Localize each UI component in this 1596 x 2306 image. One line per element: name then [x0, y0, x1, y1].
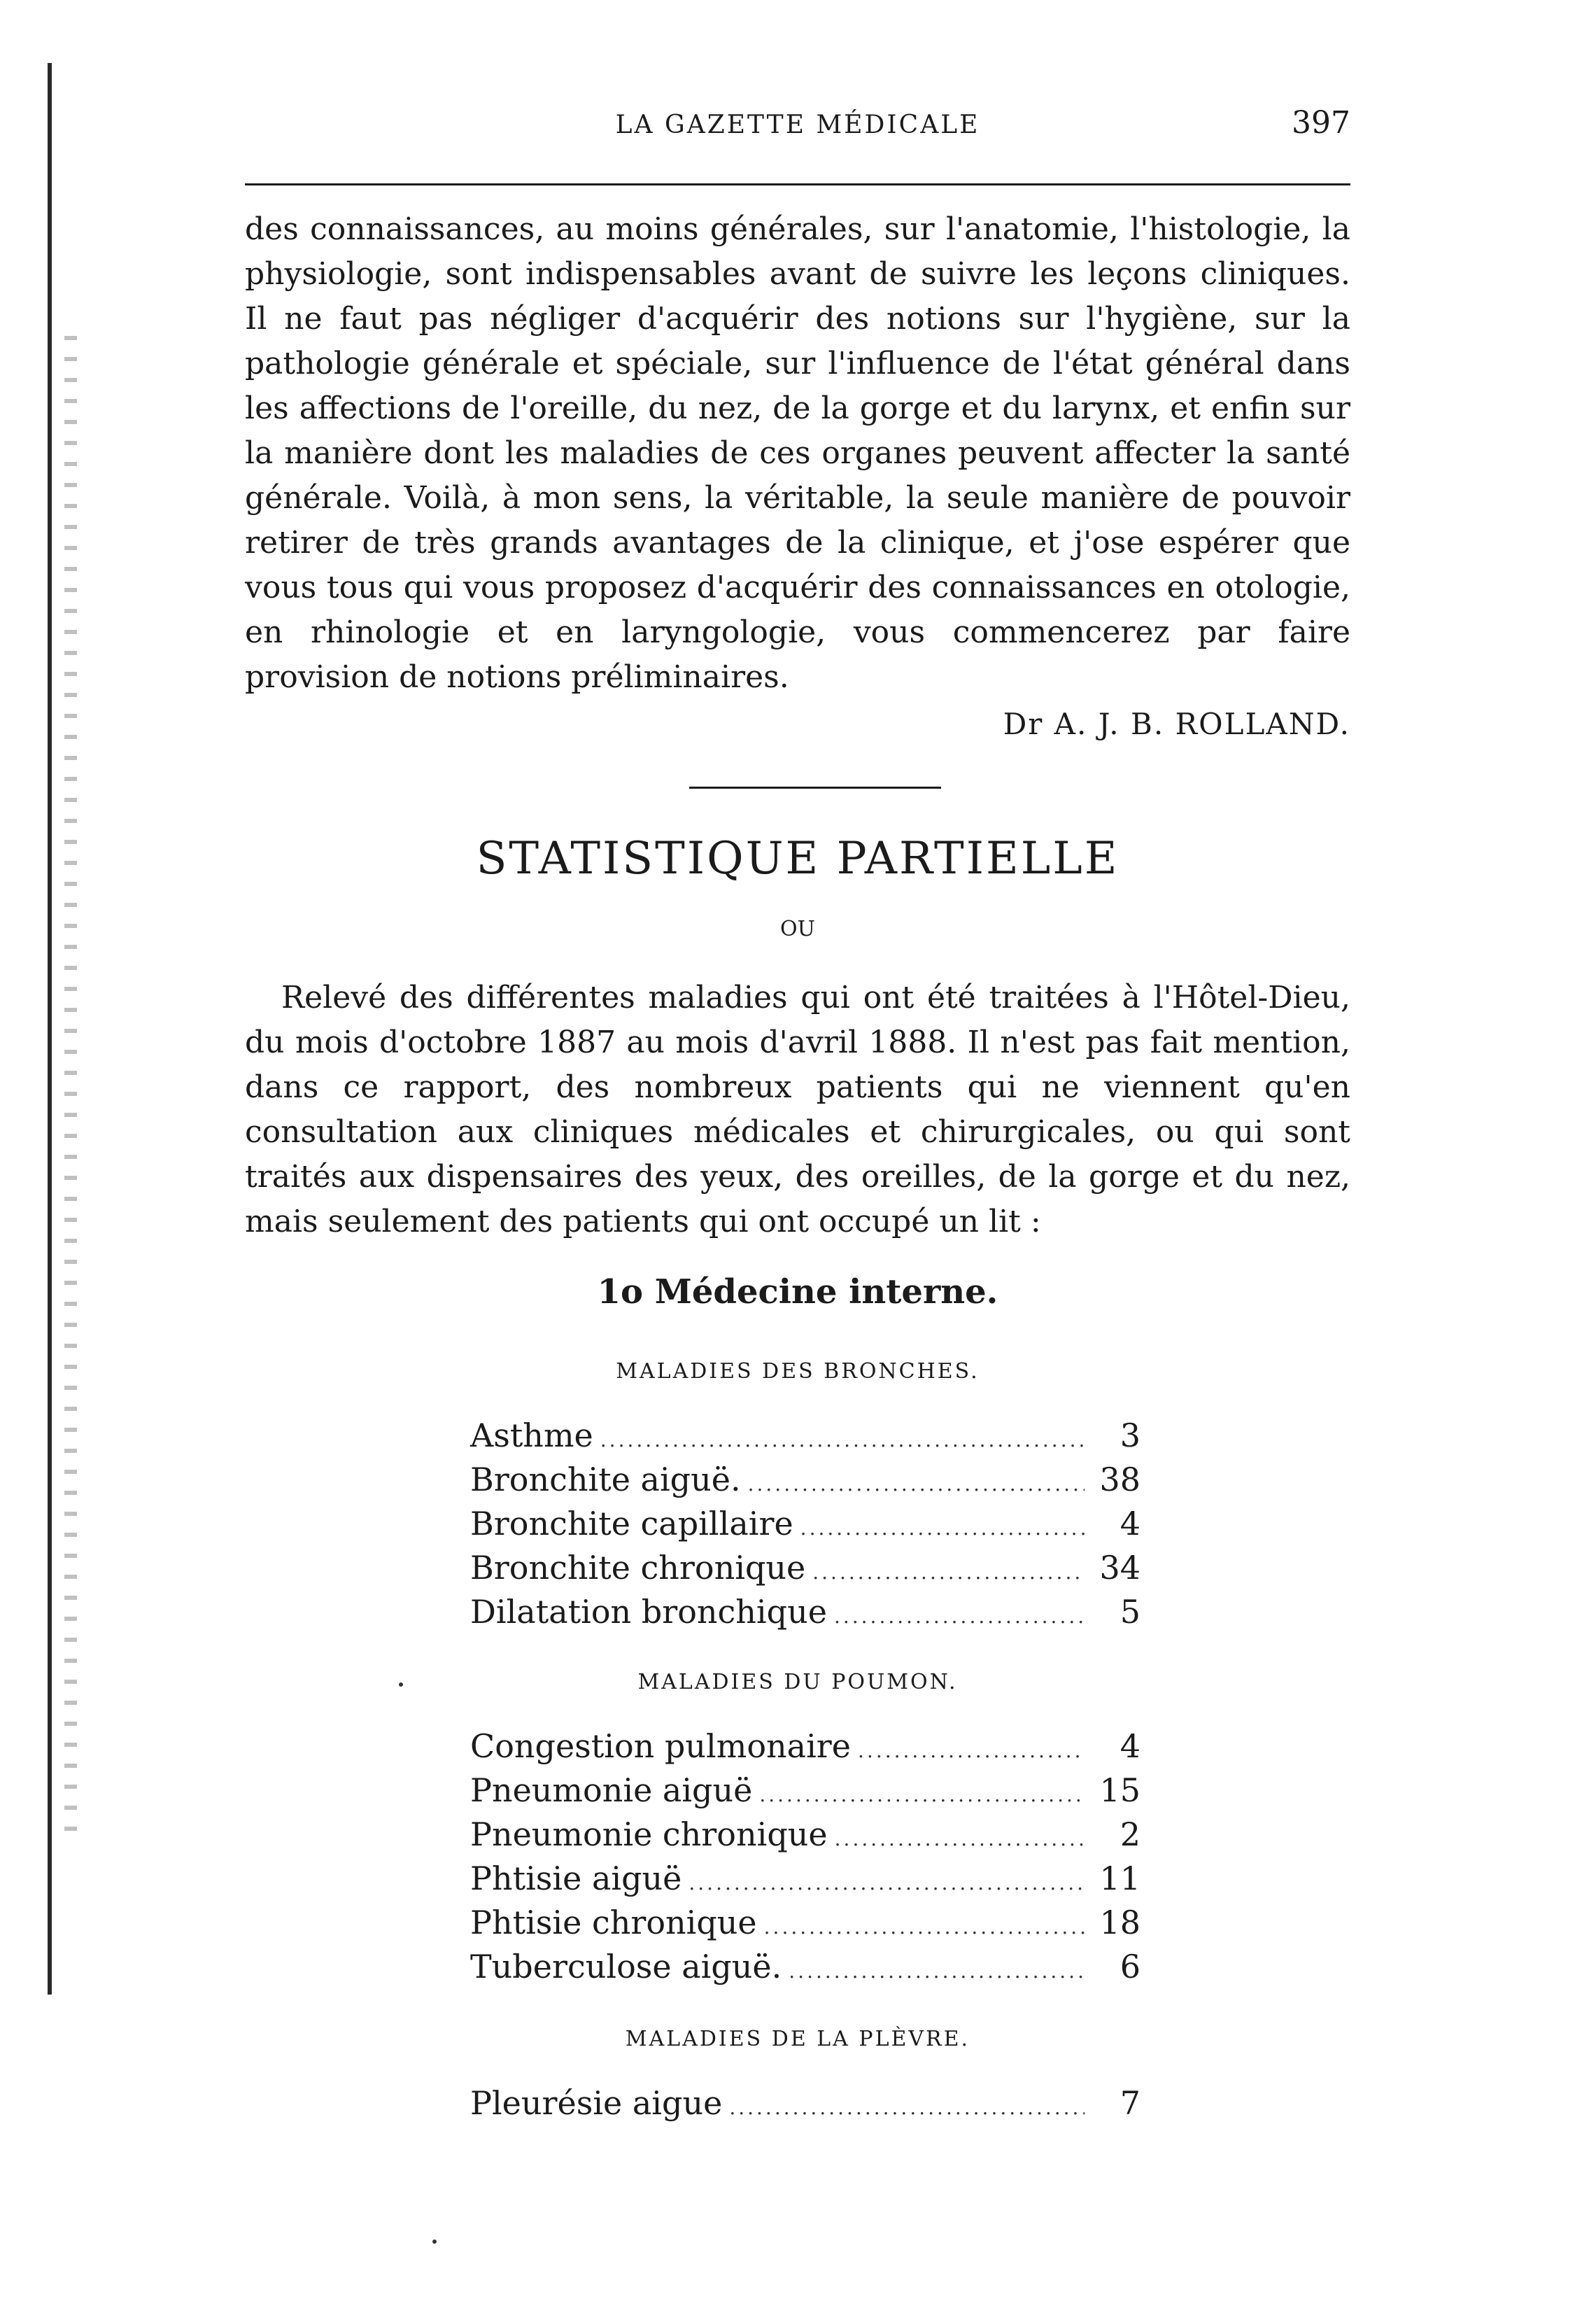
case-count: 2: [1120, 1815, 1140, 1853]
dot-leader: [789, 1960, 1085, 1983]
list-item: [470, 1771, 1140, 1815]
case-count: 4: [1120, 1505, 1140, 1542]
dot-leader: [600, 1428, 1085, 1451]
case-count: 3: [1120, 1416, 1140, 1454]
case-count: 7: [1120, 2084, 1140, 2122]
disease-label: Phtisie chronique: [470, 1904, 757, 1941]
dot-leader: [834, 1605, 1085, 1628]
list-item: [470, 1461, 1140, 1505]
subheading-internal-medicine: 1o Médecine interne.: [597, 1272, 998, 1312]
list-item: [470, 1904, 1140, 1948]
case-count: 11: [1099, 1859, 1140, 1897]
disease-list-lung: [470, 1727, 1140, 1992]
page-number: 397: [1292, 105, 1350, 141]
disease-list-pleura: [470, 2084, 1140, 2128]
category-title-bronchi: MALADIES DES BRONCHES.: [616, 1359, 980, 1384]
dot-leader: [812, 1561, 1085, 1584]
list-item: [470, 2084, 1140, 2128]
disease-list-bronchi: [470, 1416, 1140, 1637]
list-item: [470, 1815, 1140, 1859]
disease-label: Bronchite aiguë.: [470, 1461, 741, 1498]
list-item: [470, 1859, 1140, 1904]
case-count: 15: [1099, 1771, 1140, 1809]
disease-label: Bronchite capillaire: [470, 1505, 793, 1542]
dot-leader: [759, 1783, 1085, 1806]
author-signature: Dr A. J. B. ROLLAND.: [1003, 707, 1350, 741]
case-count: 34: [1099, 1549, 1140, 1587]
list-item: [470, 1549, 1140, 1593]
disease-label: Pleurésie aigue: [470, 2084, 723, 2122]
list-item: [470, 1593, 1140, 1637]
section-title: STATISTIQUE PARTIELLE: [476, 833, 1120, 885]
list-item: [470, 1416, 1140, 1461]
intro-paragraph: Relevé des différentes maladies qui ont été traitées à l'Hôtel-Dieu, du mois d'octobre 1887 au mois d'avril 1888. Il n'est pas fait mention, dans ce rapport, des nombreux patients qui ne viennent qu'en consultation aux cliniques médicales et chirurgicales, ou qui sont traités aux dispensaires des yeux, des oreilles, de la gorge et du nez, mais seulement des patients qui ont occupé un lit :: [245, 980, 1350, 1239]
stray-ink-dot: [432, 2240, 437, 2244]
case-count: 38: [1099, 1461, 1140, 1498]
header-rule: [245, 183, 1350, 185]
disease-label: Asthme: [470, 1416, 593, 1454]
case-count: 4: [1120, 1727, 1140, 1765]
category-title-lung: MALADIES DU POUMON.: [637, 1670, 958, 1694]
binding-shadow: [64, 336, 77, 1841]
dot-leader: [764, 1915, 1085, 1939]
section-divider: [689, 787, 941, 789]
disease-label: Tuberculose aiguë.: [470, 1948, 782, 1985]
disease-label: Phtisie aiguë: [470, 1859, 682, 1897]
dot-leader: [729, 2096, 1085, 2119]
list-item: [470, 1505, 1140, 1549]
dot-leader: [800, 1517, 1085, 1540]
paragraph-continuation: des connaissances, au moins générales, sur l'anatomie, l'histologie, la physiologie, sont indispensables avant de suivre les leçons cliniques. Il ne faut pas négliger d'acquérir des notions sur l'hygiène, sur la pathologie générale et spéciale, sur l'influence de l'état général dans les affections de l'oreille, du nez, de la gorge et du larynx, et enfin sur la manière dont les maladies de ces organes peuvent affecter la santé générale. Voilà, à mon sens, la véritable, la seule manière de pouvoir retirer de très grands avantages de la clinique, et j'ose espérer que vous tous qui vous proposez d'acquérir des connaissances en otologie, en rhinologie et en laryngologie, vous commencerez par faire provision de notions préliminaires.: [245, 211, 1350, 695]
section-connector: OU: [780, 917, 815, 941]
disease-label: Bronchite chronique: [470, 1549, 806, 1587]
binding-edge: [48, 63, 52, 1995]
disease-label: Dilatation bronchique: [470, 1593, 827, 1631]
disease-label: Pneumonie chronique: [470, 1815, 828, 1853]
dot-leader: [858, 1739, 1085, 1762]
case-count: 18: [1099, 1904, 1140, 1941]
case-count: 5: [1120, 1593, 1140, 1631]
disease-label: Pneumonie aiguë: [470, 1771, 753, 1809]
dot-leader: [688, 1871, 1085, 1894]
category-title-pleura: MALADIES DE LA PLÈVRE.: [625, 2027, 970, 2051]
list-item: [470, 1948, 1140, 1992]
list-item: [470, 1727, 1140, 1771]
running-title: LA GAZETTE MÉDICALE: [615, 111, 980, 139]
disease-label: Congestion pulmonaire: [470, 1727, 852, 1765]
page-header: [245, 105, 1350, 154]
dot-leader: [748, 1472, 1085, 1496]
case-count: 6: [1120, 1948, 1140, 1985]
dot-leader: [835, 1827, 1085, 1850]
